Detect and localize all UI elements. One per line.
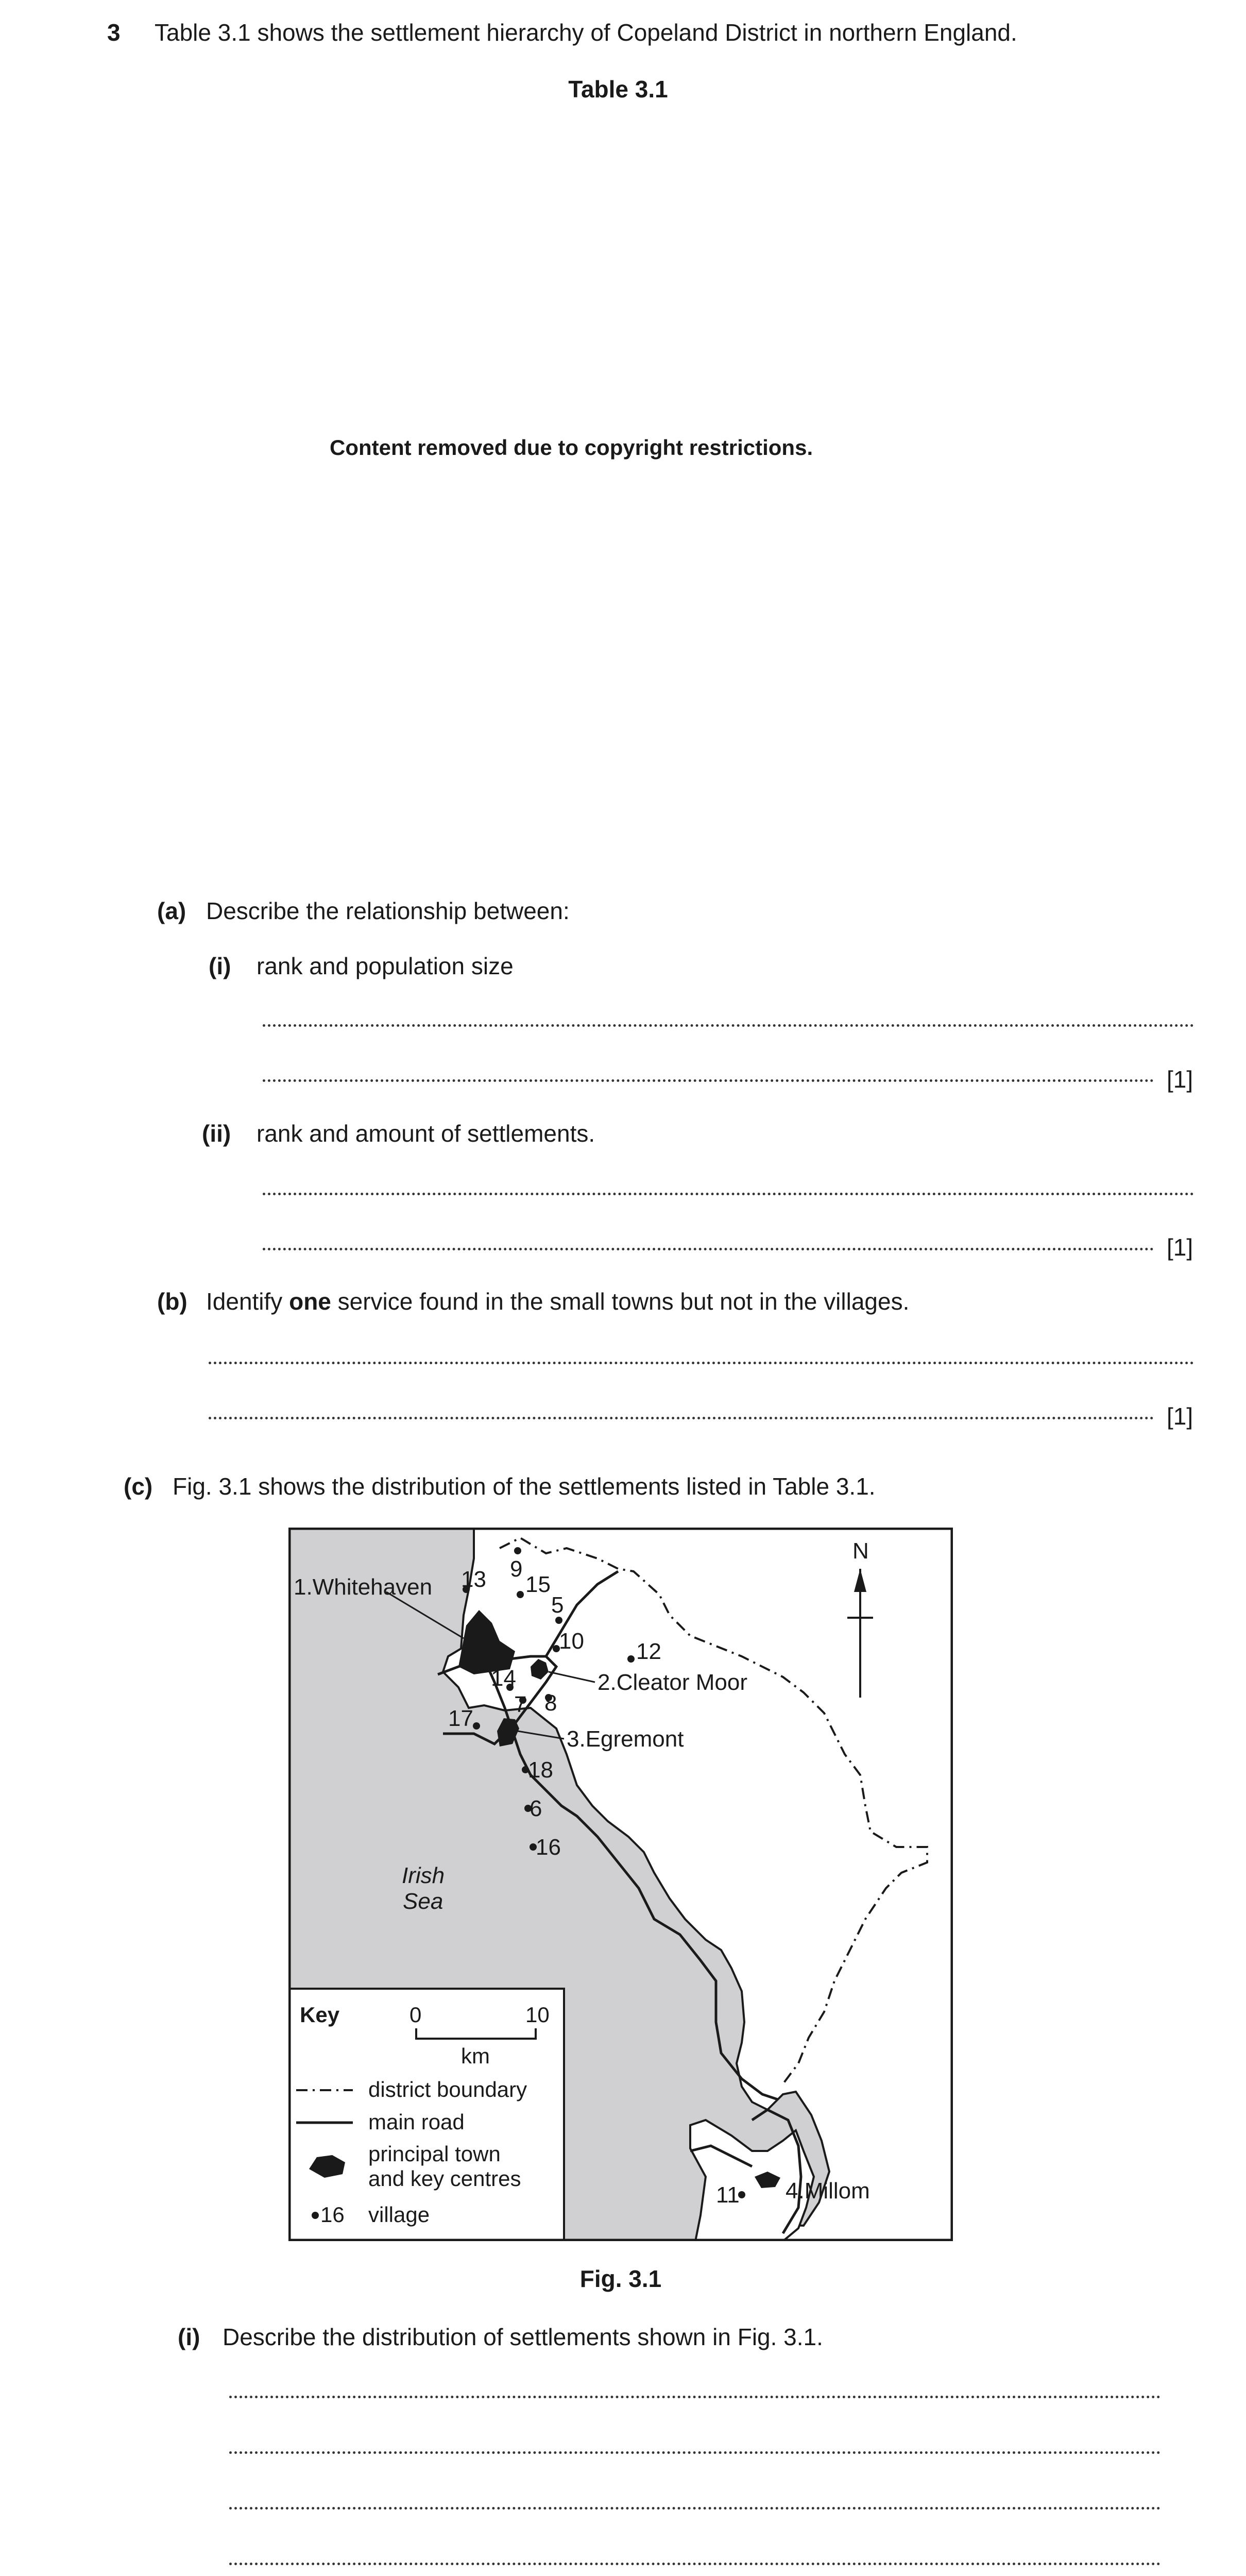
label-village-10: 10 [559,1629,584,1654]
label-egremont: 3.Egremont [567,1726,684,1752]
key-town-line1: principal town [368,2142,501,2166]
label-village-15: 15 [525,1572,551,1597]
label-village-18: 18 [528,1757,553,1783]
part-a-label: (a) [157,897,186,924]
question-number: 3 [107,19,121,46]
part-c-label: (c) [124,1473,153,1500]
part-b-text-before: Identify [206,1288,289,1315]
part-c-i-label: (i) [178,2324,200,2350]
marks-a-i: [1] [1167,1066,1193,1093]
part-b-text-after: service found in the small towns but not in the villages. [331,1288,910,1315]
label-village-7: 7 [514,1692,527,1717]
north-label: N [852,1538,869,1564]
key-road: main road [368,2110,465,2134]
part-a-i-text: rank and population size [257,953,514,979]
answer-line-a-ii-1[interactable] [263,1193,1194,1195]
marks-b: [1] [1167,1403,1193,1430]
answer-line-a-i-1[interactable] [263,1024,1194,1027]
table-title: Table 3.1 [568,76,668,103]
figure-caption: Fig. 3.1 [579,2265,662,2292]
part-b-text-bold: one [289,1288,331,1315]
label-village-13: 13 [461,1567,486,1592]
removed-notice: Content removed due to copyright restrictions. [330,435,813,460]
part-b-label: (b) [157,1288,187,1315]
label-whitehaven: 1.Whitehaven [294,1574,433,1600]
label-sea-line1: Irish [402,1863,445,1888]
part-a-ii-label: (ii) [202,1120,231,1147]
label-village-8: 8 [544,1690,557,1716]
part-a-ii-text: rank and amount of settlements. [257,1120,595,1147]
part-a-i-label: (i) [209,953,231,979]
key-village-symbol: 16 [320,2202,345,2227]
label-village-12: 12 [636,1639,661,1664]
settlement-map [288,1528,953,2241]
question-intro: Table 3.1 shows the settlement hierarchy of Copeland District in northern England. [155,19,1017,46]
answer-line-b-2[interactable] [209,1417,1154,1419]
marks-a-ii: [1] [1167,1234,1193,1261]
label-village-9: 9 [510,1556,523,1582]
label-village-16: 16 [536,1835,561,1860]
label-village-6: 6 [530,1796,542,1821]
map-key [288,1989,564,2241]
answer-line-c-i-4[interactable] [229,2563,1160,2565]
label-village-5: 5 [551,1592,564,1618]
key-town-line2: and key centres [368,2166,521,2191]
answer-line-b-1[interactable] [209,1362,1194,1364]
part-b-question [206,1290,909,1313]
part-c-intro: Fig. 3.1 shows the distribution of the settlements listed in Table 3.1. [173,1473,876,1500]
answer-line-a-ii-2[interactable] [263,1248,1154,1250]
label-cleator-moor: 2.Cleator Moor [598,1670,748,1695]
map-figure [288,1528,953,2241]
key-scale-unit: km [461,2044,490,2068]
label-millom: 4.Millom [786,2178,870,2204]
label-village-11: 11 [716,2182,740,2208]
answer-line-c-i-3[interactable] [229,2507,1160,2510]
key-village: village [368,2202,430,2227]
label-village-14: 14 [491,1666,516,1691]
key-title: Key [300,2003,340,2027]
label-sea-line2: Sea [403,1889,443,1914]
label-village-17: 17 [448,1706,473,1731]
answer-line-c-i-1[interactable] [229,2396,1160,2398]
answer-line-c-i-2[interactable] [229,2451,1160,2454]
answer-line-a-i-2[interactable] [263,1079,1154,1082]
key-village-dot [312,2212,319,2219]
key-scale-start: 0 [409,2003,422,2027]
key-boundary: district boundary [368,2077,527,2102]
key-scale-end: 10 [525,2003,550,2027]
part-c-i-text: Describe the distribution of settlements shown in Fig. 3.1. [223,2324,823,2350]
part-a-prompt: Describe the relationship between: [206,897,570,924]
